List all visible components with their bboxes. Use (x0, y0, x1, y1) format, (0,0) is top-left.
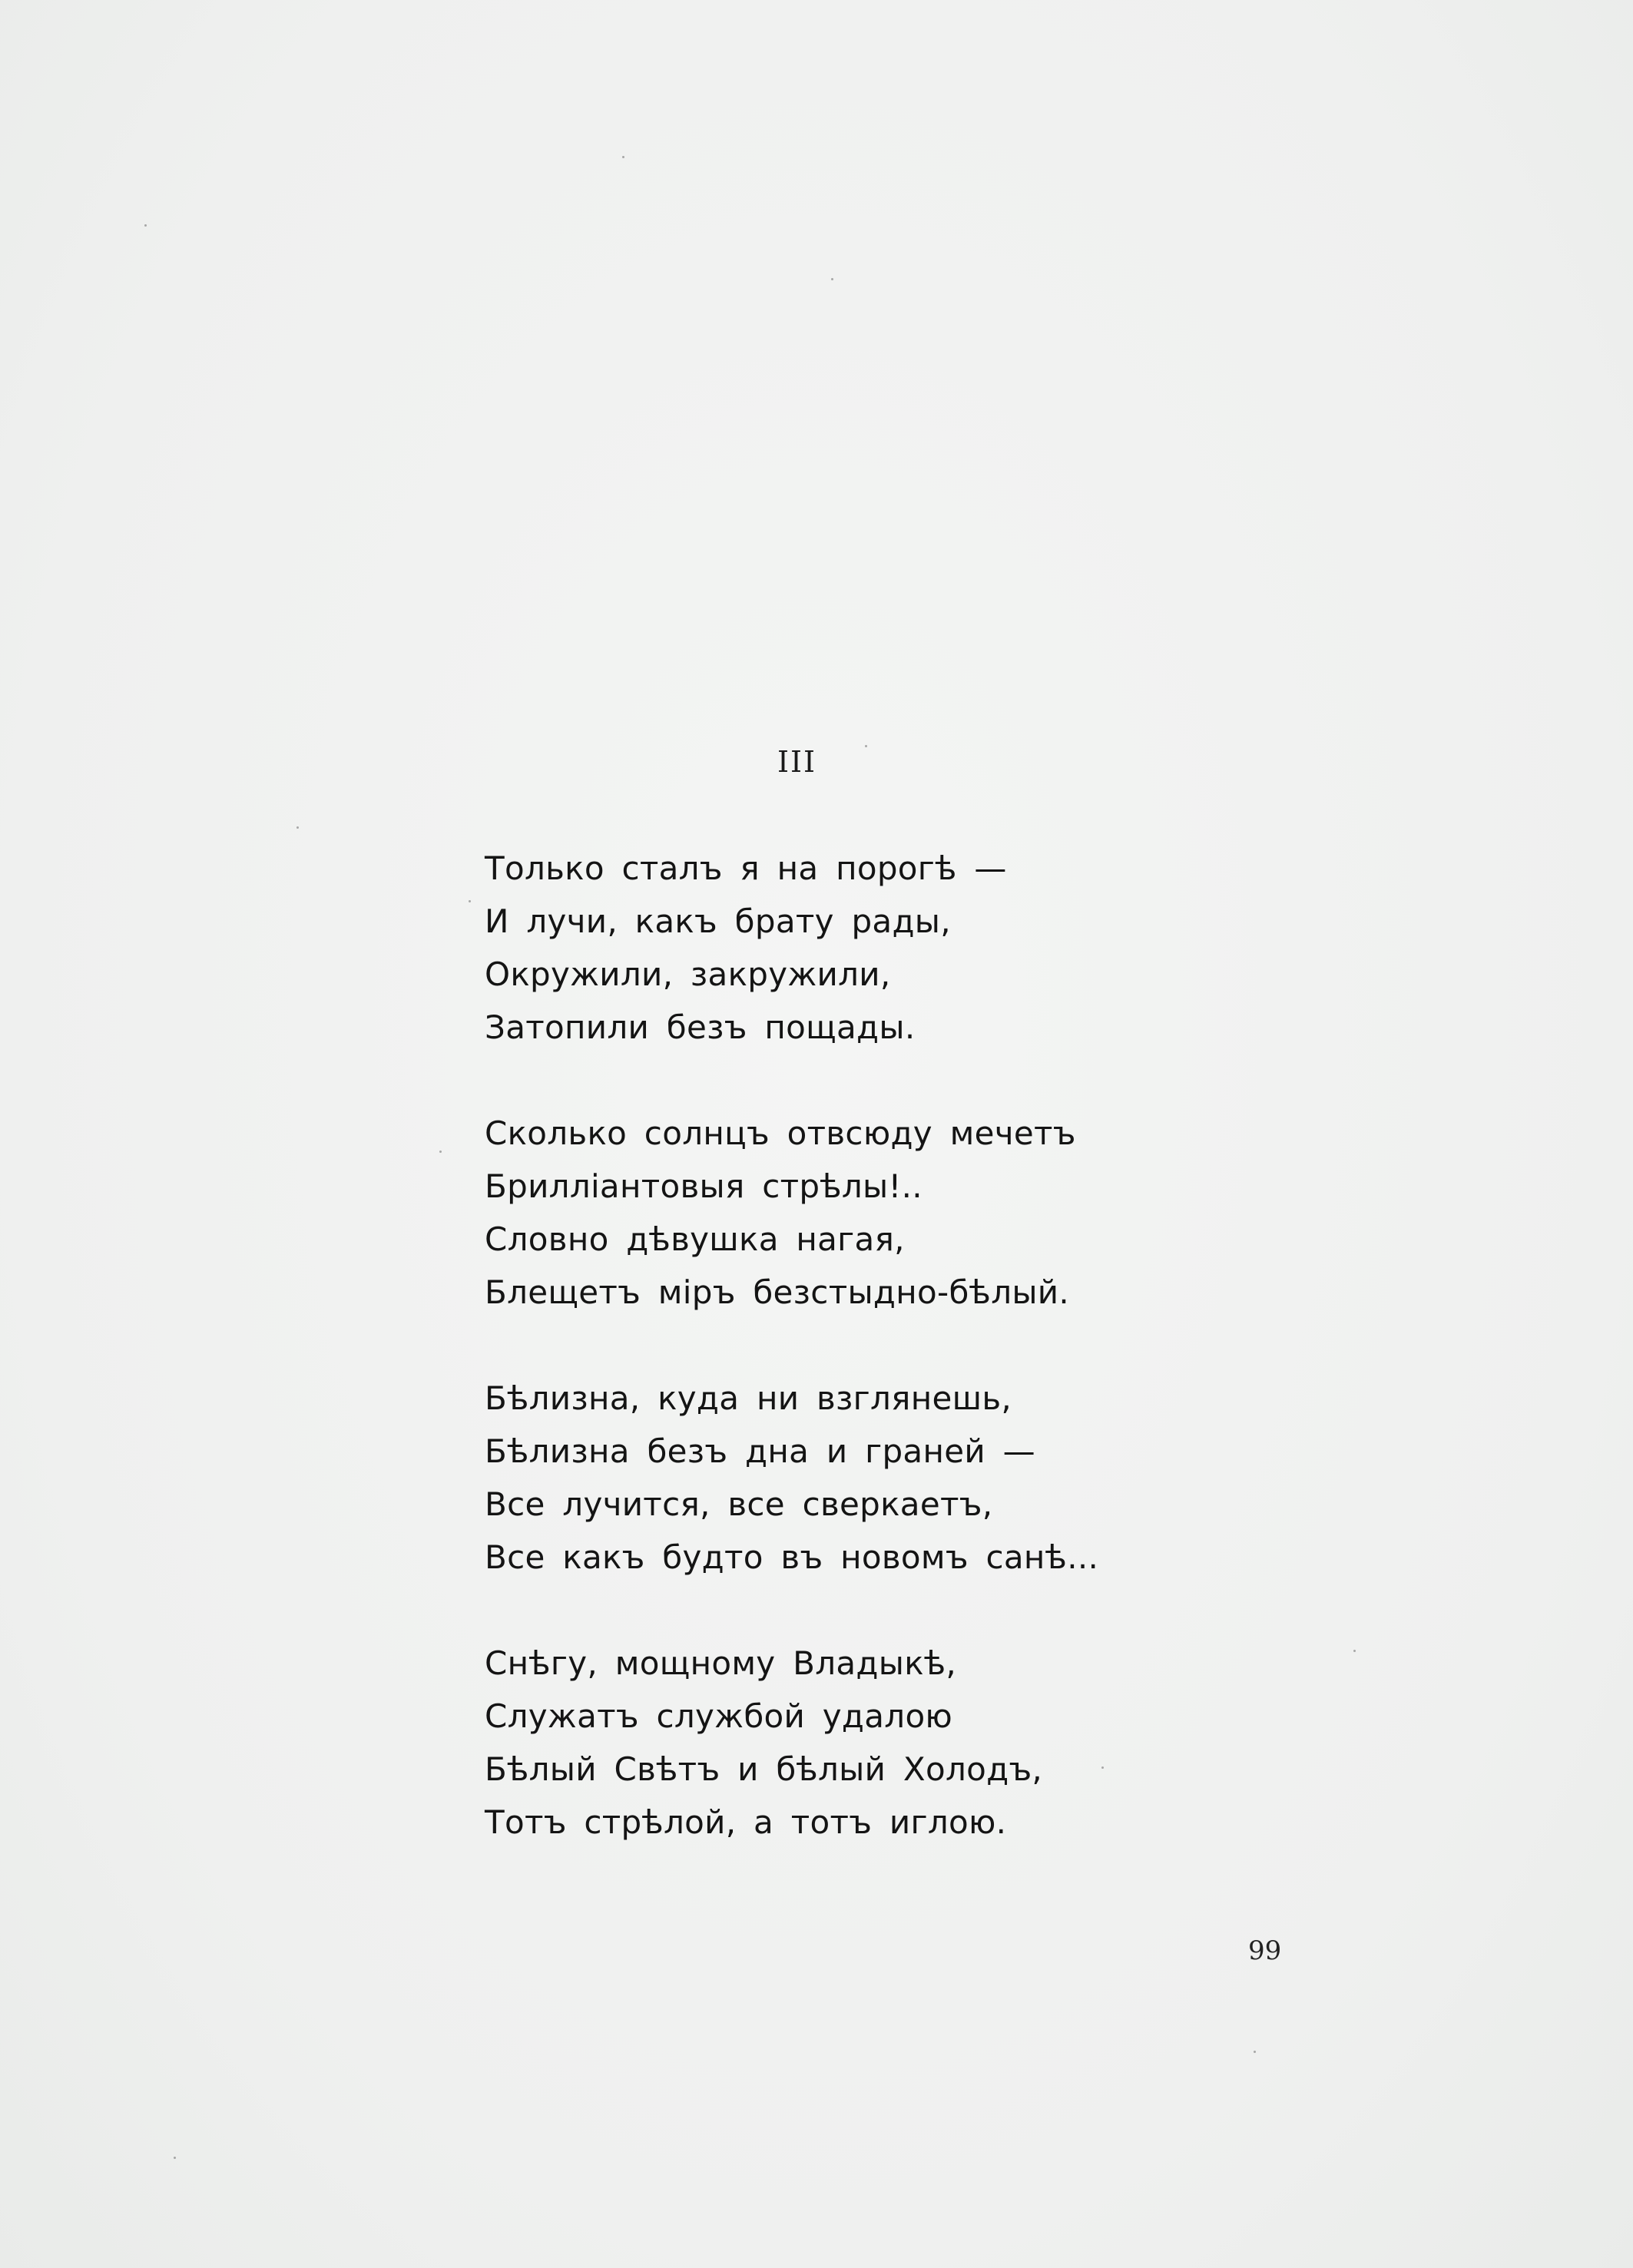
poem-line: Только сталъ я на порогѣ — (485, 849, 1007, 887)
paper-speck (469, 900, 471, 902)
paper-speck (1254, 2051, 1256, 2053)
paper-speck (831, 278, 833, 280)
poem-line: Брилліантовыя стрѣлы!.. (485, 1167, 922, 1205)
paper-speck (622, 156, 624, 158)
paper-speck (296, 826, 299, 829)
poem-line: Затопили безъ пощады. (485, 1008, 916, 1046)
page-number: 99 (1248, 1935, 1282, 1966)
poem-line: Окружили, закружили, (485, 955, 891, 993)
stanza-2 (485, 1107, 1176, 1319)
poem-line: Бѣлизна, куда ни взглянешь, (485, 1379, 1012, 1417)
poem-line: Бѣлизна безъ дна и граней — (485, 1432, 1035, 1470)
poem-line: Служатъ службой удалою (485, 1697, 953, 1735)
poem-line: И лучи, какъ брату рады, (485, 902, 951, 940)
poem (485, 842, 1176, 1849)
poem-line: Снѣгу, мощному Владыкѣ, (485, 1644, 957, 1682)
poem-line: Бѣлый Свѣтъ и бѣлый Холодъ, (485, 1750, 1043, 1788)
stanza-4 (485, 1637, 1176, 1849)
poem-line: Все какъ будто въ новомъ санѣ... (485, 1538, 1099, 1576)
poem-line: Сколько солнцъ отвсюду мечетъ (485, 1114, 1076, 1152)
stanza-3 (485, 1372, 1176, 1584)
paper-speck (1353, 1650, 1356, 1652)
section-number: III (777, 745, 817, 779)
poem-line: Все лучится, все сверкаетъ, (485, 1485, 993, 1523)
stanza-1 (485, 842, 1176, 1054)
paper-speck (439, 1151, 442, 1153)
poem-line: Блещетъ міръ безстыдно-бѣлый. (485, 1273, 1070, 1311)
paper-speck (865, 745, 867, 747)
poem-line: Тотъ стрѣлой, а тотъ иглою. (485, 1803, 1007, 1841)
paper-speck (174, 2157, 176, 2159)
paper-speck (144, 224, 147, 227)
poem-line: Словно дѣвушка нагая, (485, 1220, 905, 1258)
